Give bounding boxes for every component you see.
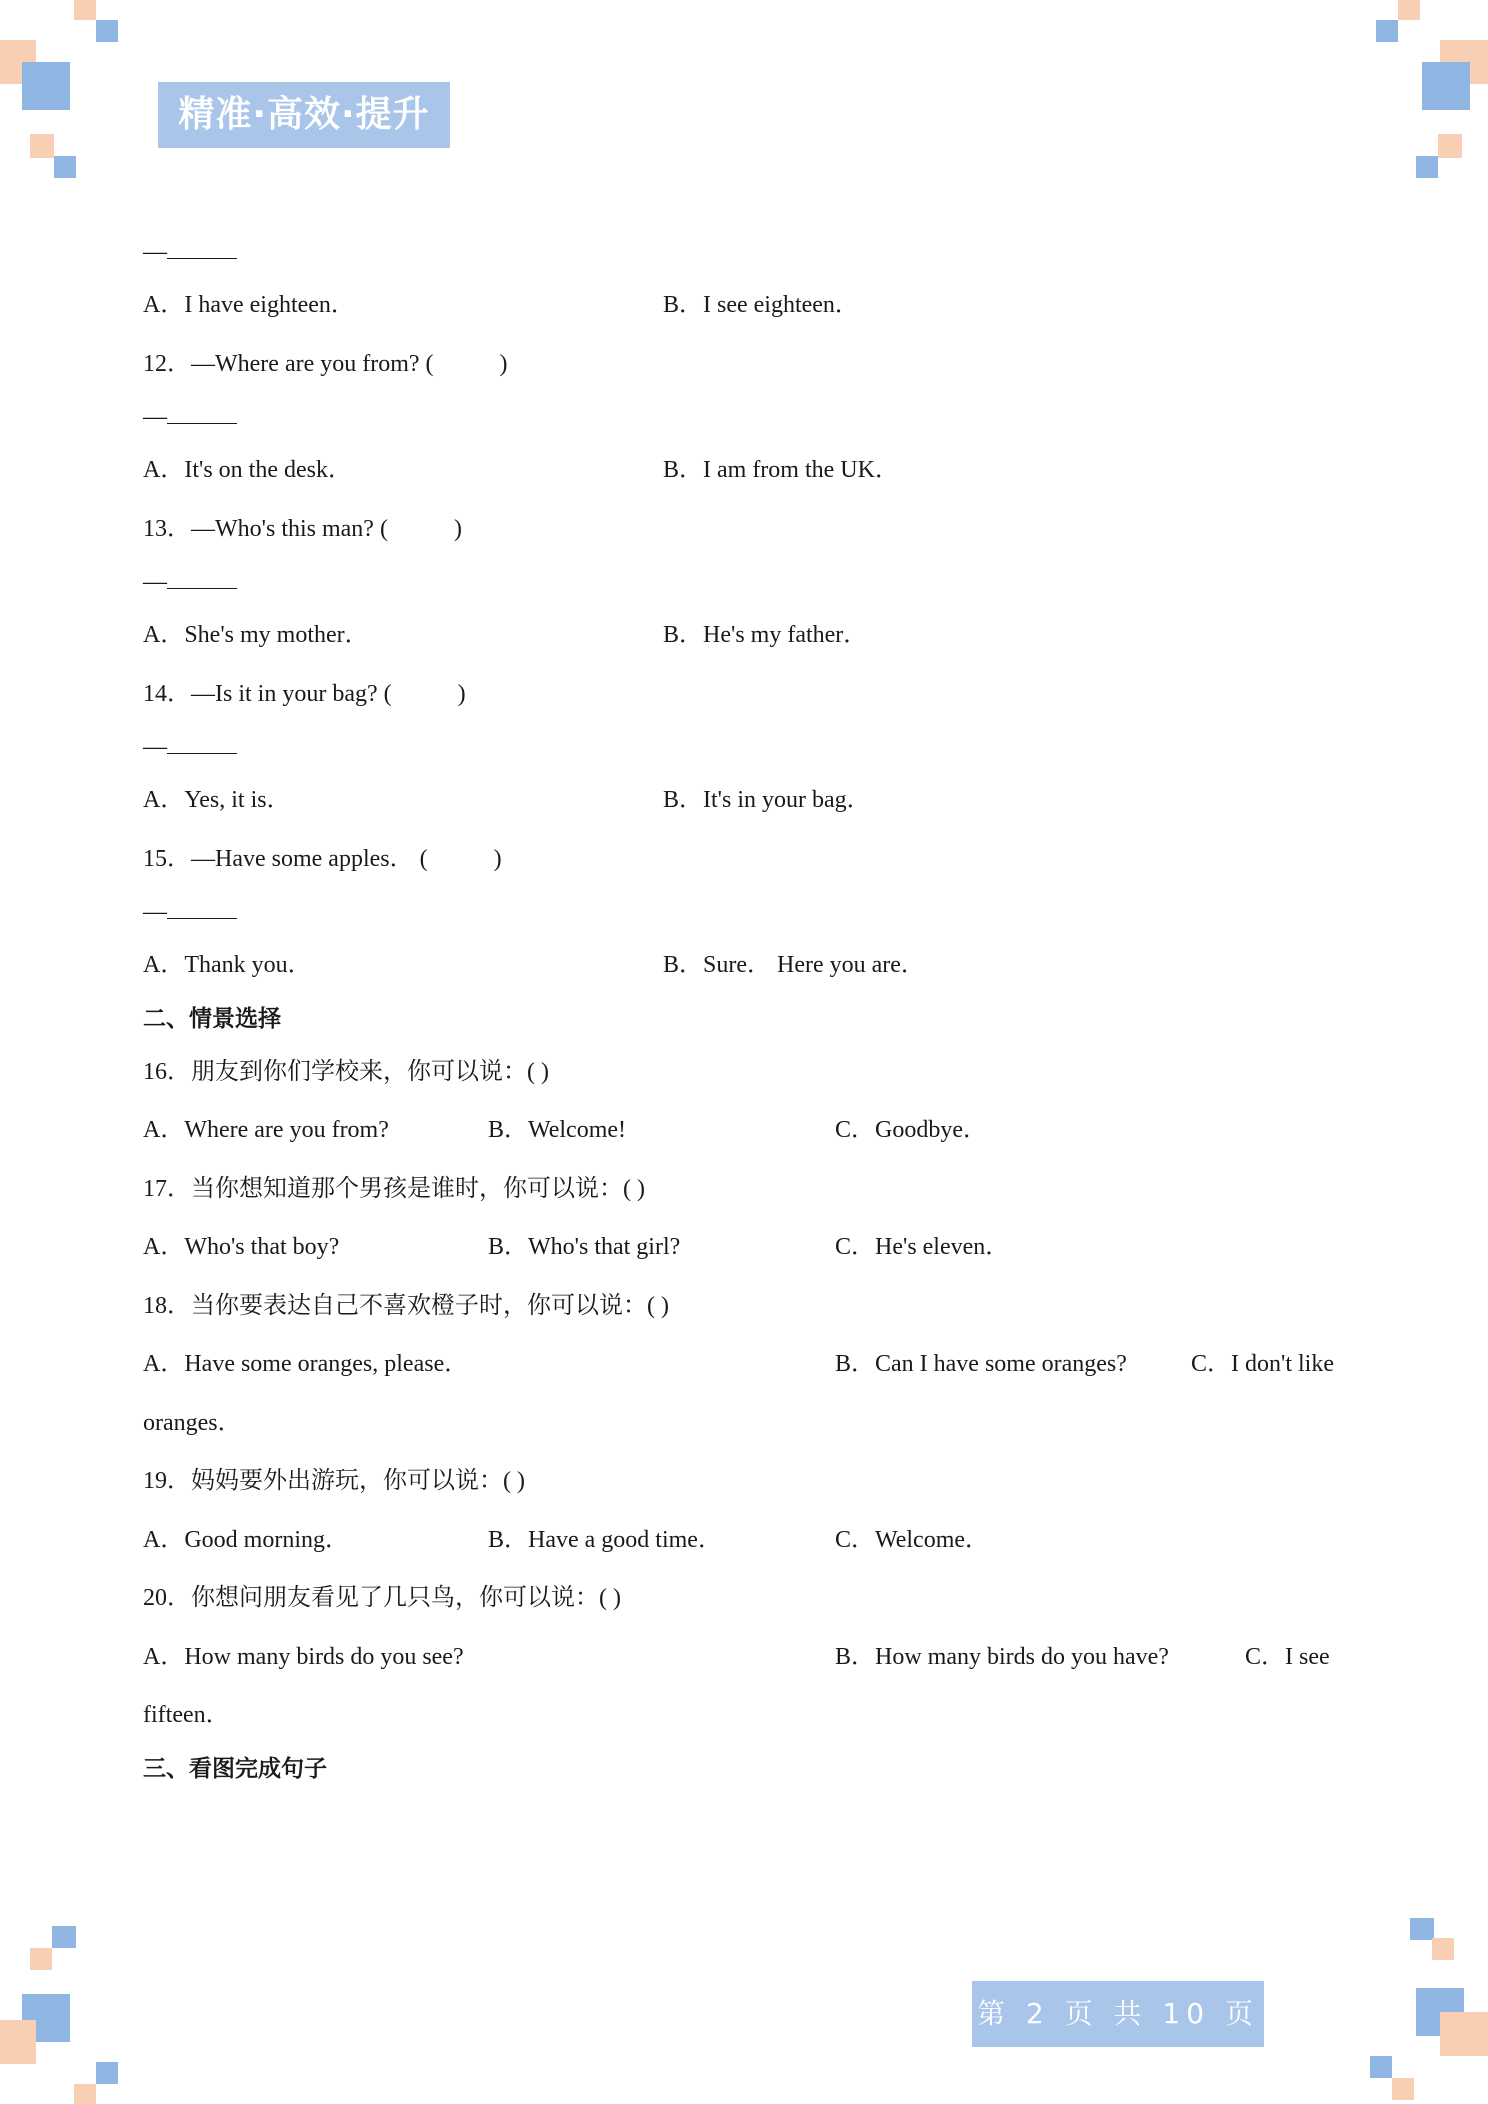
options-16 (143, 1101, 1363, 1160)
options-20-cont: fifteen． (143, 1702, 230, 1728)
option-c: C．I see (1245, 1643, 1330, 1670)
options-15 (143, 936, 1363, 995)
worksheet-content (143, 228, 1363, 1793)
option-c: C．Welcome． (835, 1526, 990, 1553)
header-badge: 精准·高效·提升 (158, 82, 450, 148)
option-a: A．It's on the desk． (143, 457, 352, 483)
option-c: C．I don't like (1191, 1351, 1334, 1377)
answer-line-13: — (143, 558, 1363, 606)
option-a: A．Where are you from? (143, 1117, 389, 1143)
option-b: B．Who's that girl? (488, 1234, 681, 1260)
question-16: 16．朋友到你们学校来，你可以说：( ) (143, 1058, 549, 1085)
option-a: A．She's my mother． (143, 622, 369, 648)
answer-line-14: — (143, 723, 1363, 771)
option-b: B．Have a good time． (488, 1526, 722, 1553)
question-19: 19．妈妈要外出游玩，你可以说：( ) (143, 1468, 525, 1494)
answer-blank (167, 405, 237, 424)
answer-blank (167, 900, 237, 919)
option-a: A．Have some oranges, please． (143, 1351, 469, 1377)
answer-blank (167, 735, 237, 754)
option-a: A．Good morning． (143, 1526, 349, 1553)
option-b: B．Welcome! (488, 1117, 627, 1143)
option-b: B．How many birds do you have? (835, 1643, 1169, 1670)
options-20 (143, 1628, 1363, 1687)
options-13 (143, 606, 1363, 665)
section-heading-3: 三、看图完成句子 (143, 1755, 327, 1782)
question-17: 17．当你想知道那个男孩是谁时，你可以说：( ) (143, 1175, 645, 1202)
options-18-cont: oranges． (143, 1409, 242, 1436)
option-b: B．It's in your bag． (663, 787, 871, 813)
option-a: A．I have eighteen． (143, 292, 355, 318)
question-18: 18．当你要表达自己不喜欢橙子时，你可以说：( ) (143, 1292, 669, 1319)
section-heading-2: 二、情景选择 (143, 1005, 281, 1032)
options-19 (143, 1511, 1363, 1570)
answer-line-12: — (143, 393, 1363, 441)
option-c: C．Goodbye． (835, 1117, 987, 1143)
options-17 (143, 1218, 1363, 1277)
options-11 (143, 276, 1363, 335)
option-c: C．He's eleven． (835, 1234, 1010, 1260)
option-a: A．How many birds do you see? (143, 1643, 464, 1670)
option-b: B．Can I have some oranges? (835, 1351, 1127, 1377)
option-a: A．Who's that boy? (143, 1234, 340, 1260)
question-12: 12．—Where are you from? ( ) (143, 350, 508, 377)
option-a: A．Yes, it is． (143, 787, 291, 813)
options-12 (143, 441, 1363, 500)
answer-line-11: — (143, 228, 1363, 276)
option-b: B．I am from the UK． (663, 457, 899, 483)
answer-line-15: — (143, 888, 1363, 936)
question-13: 13．—Who's this man? ( ) (143, 515, 462, 542)
options-14 (143, 771, 1363, 830)
page-indicator: 第 2 页 共 10 页 (972, 1981, 1264, 2047)
option-b: B．Sure． Here you are． (663, 952, 925, 978)
option-b: B．I see eighteen． (663, 292, 859, 318)
answer-blank (167, 570, 237, 589)
answer-blank (167, 240, 237, 259)
option-a: A．Thank you． (143, 952, 312, 978)
options-18 (143, 1335, 1363, 1394)
option-b: B．He's my father． (663, 622, 868, 648)
question-20: 20．你想问朋友看见了几只鸟，你可以说：( ) (143, 1585, 621, 1611)
question-15: 15．—Have some apples． ( ) (143, 845, 502, 872)
question-14: 14．—Is it in your bag? ( ) (143, 680, 466, 707)
